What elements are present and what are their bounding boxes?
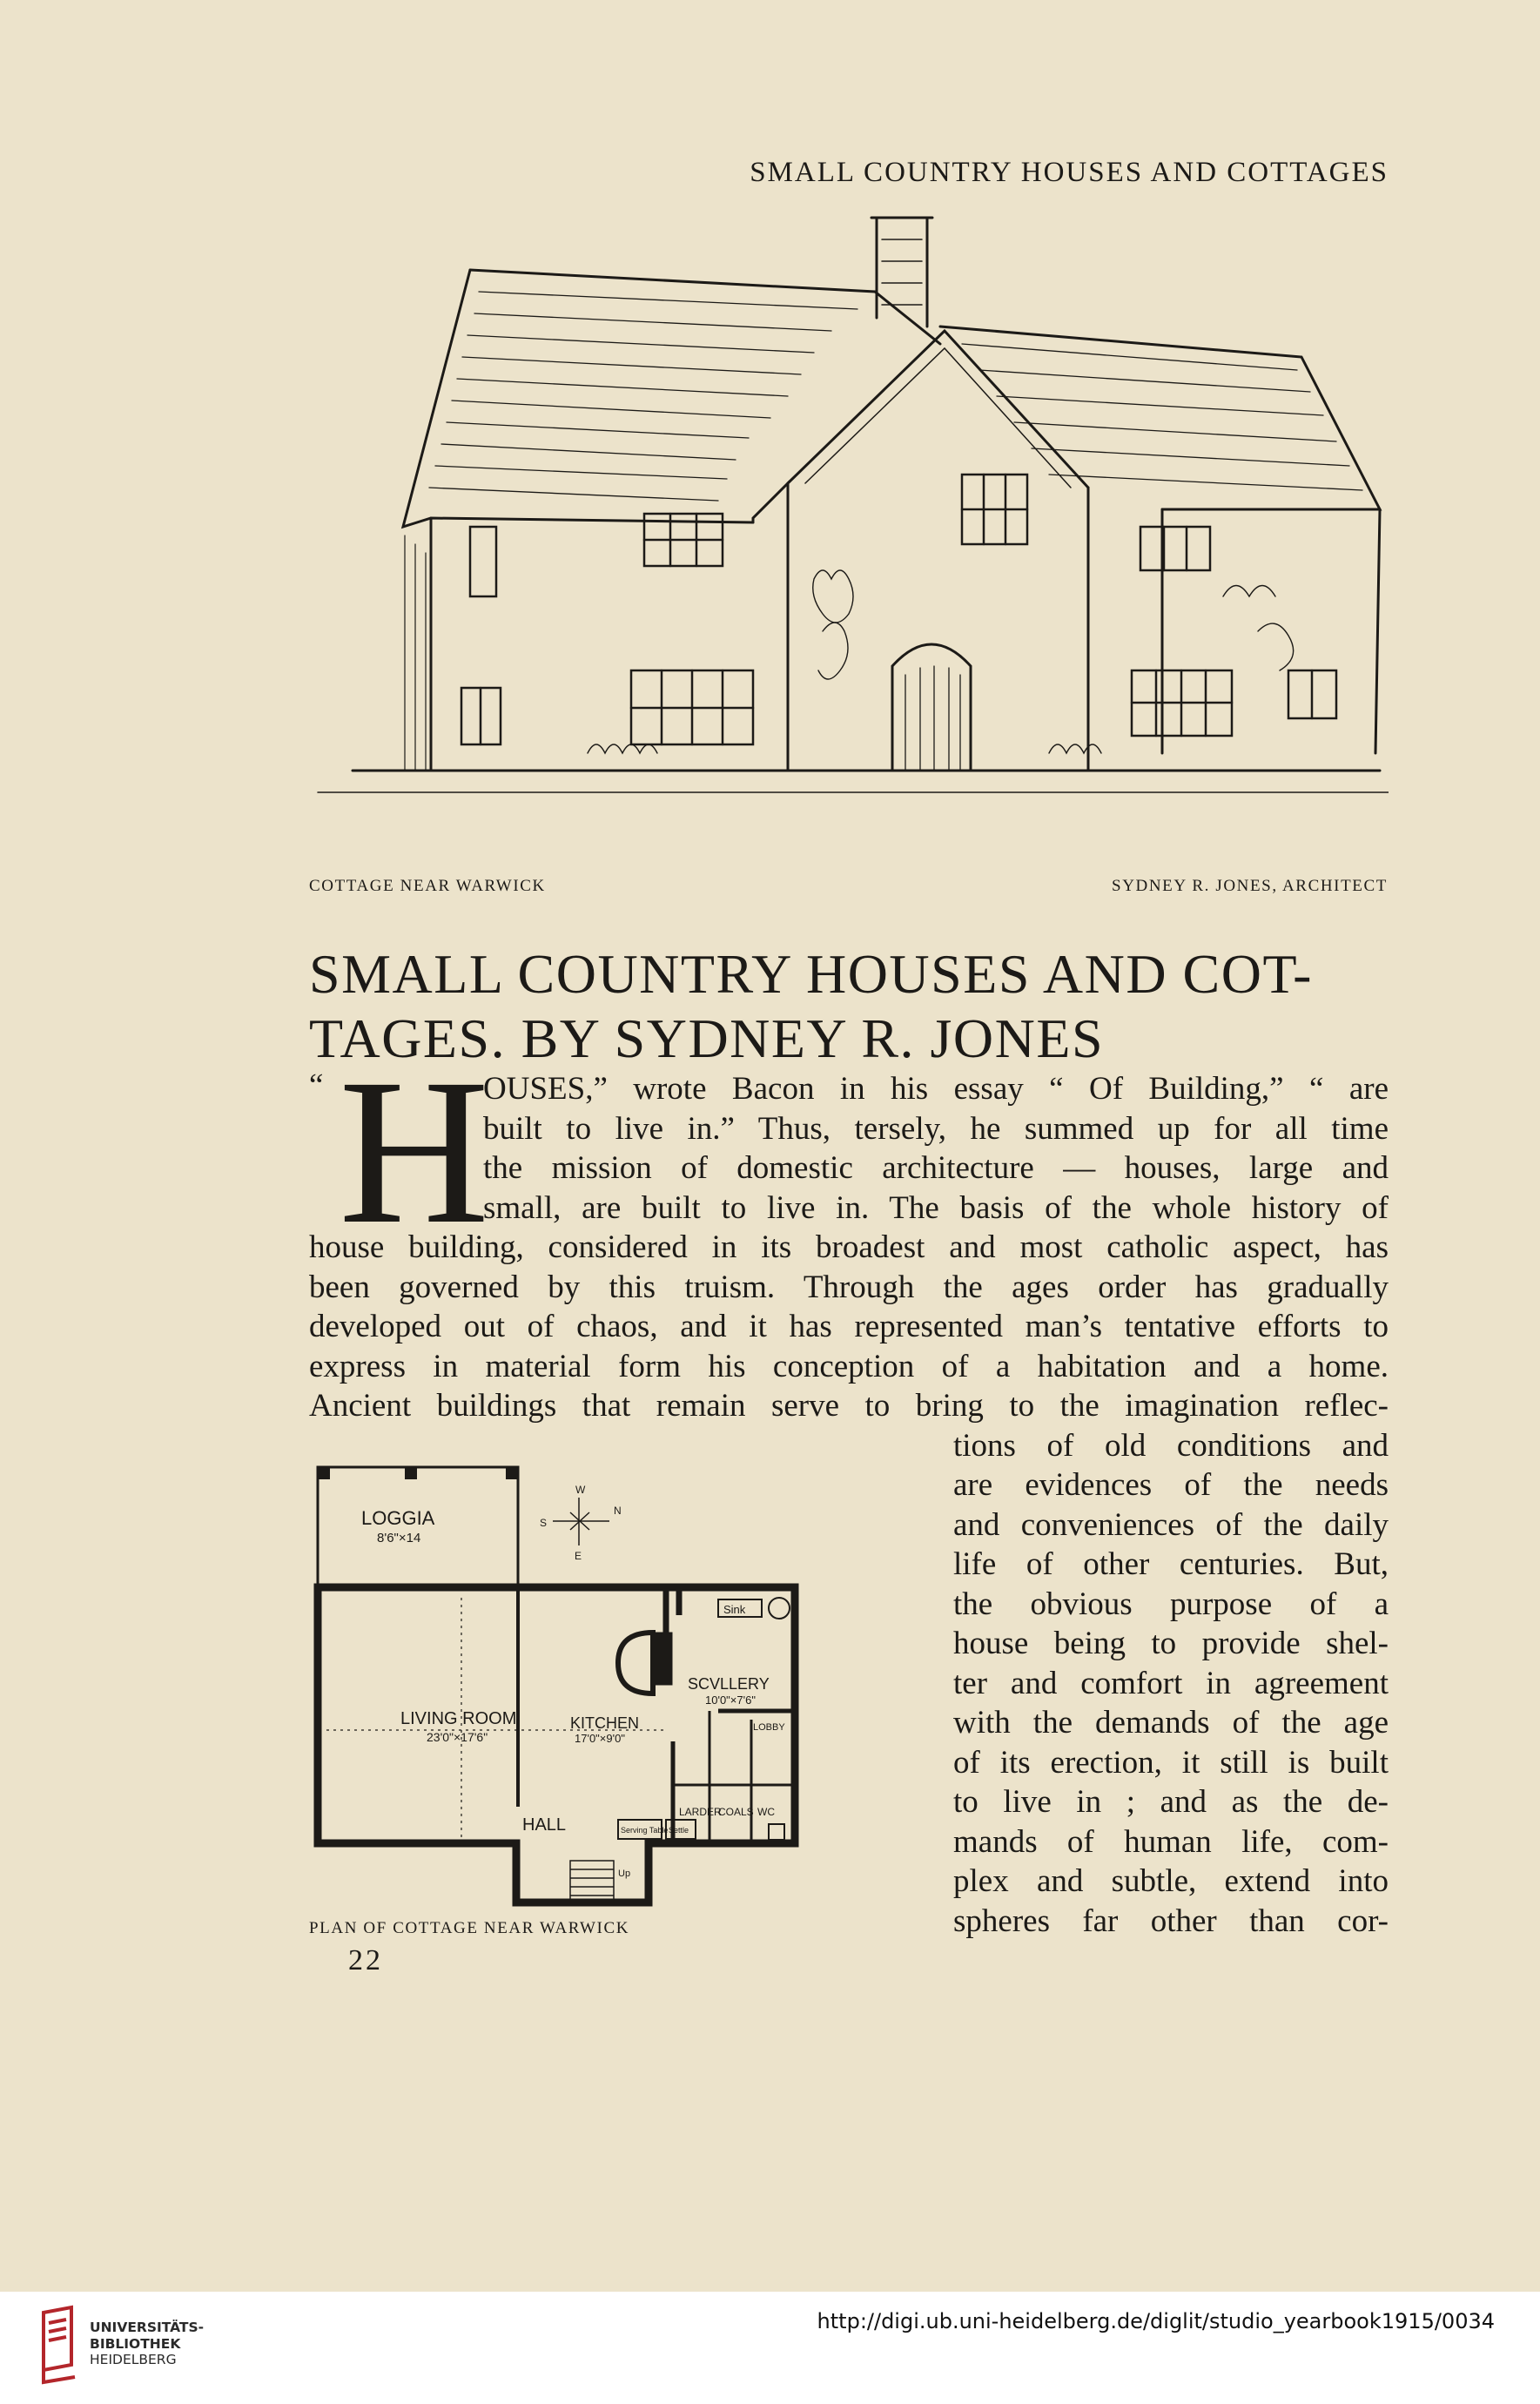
drop-cap: H: [339, 1035, 490, 1267]
svg-text:N: N: [614, 1505, 622, 1517]
svg-text:Up: Up: [618, 1869, 631, 1879]
svg-text:WC: WC: [757, 1806, 775, 1818]
library-logo-icon[interactable]: [37, 2304, 82, 2387]
text-line: are evidences of the needs: [953, 1467, 1389, 1503]
svg-text:Settle: Settle: [669, 1826, 689, 1835]
svg-text:23'0"×17'6": 23'0"×17'6": [427, 1730, 488, 1744]
illustration-credit: SYDNEY R. JONES, ARCHITECT: [1112, 877, 1388, 895]
svg-text:SCVLLERY: SCVLLERY: [688, 1675, 770, 1693]
text-line: spheres far other than cor-: [953, 1902, 1389, 1939]
library-name-line-2: BIBLIOTHEK: [90, 2335, 181, 2352]
text-line: Ancient buildings that remain serve to bring to the imagination reflec-: [309, 1388, 1389, 1424]
plan-label-loggia-size: 8'6"×14: [377, 1531, 421, 1545]
illustration-caption: COTTAGE NEAR WARWICK: [309, 877, 546, 895]
text-line: ter and comfort in agreement: [953, 1665, 1389, 1701]
plan-label-hall: HALL: [522, 1815, 567, 1835]
source-url-link[interactable]: http://digi.ub.uni-heidelberg.de/diglit/studio_yearbook1915/0034: [817, 2309, 1495, 2333]
text-line: developed out of chaos, and it has represented man’s tentative efforts to: [309, 1309, 1389, 1344]
opening-quote: “: [309, 1067, 324, 1103]
plan-label-living-room: LIVING ROOM: [400, 1709, 517, 1728]
text-line: small, are built to live in. The basis of the whole history of: [483, 1189, 1389, 1226]
text-line: the mission of domestic architecture — houses, large and: [483, 1150, 1389, 1186]
article-title-line-1: SMALL COUNTRY HOUSES AND COT-: [309, 943, 1313, 1005]
text-line: the obvious purpose of a: [953, 1586, 1389, 1622]
text-line: life of other centuries. But,: [953, 1546, 1389, 1582]
text-line: tions of old conditions and: [953, 1427, 1389, 1464]
library-name[interactable]: [90, 2320, 204, 2368]
plan-caption: PLAN OF COTTAGE NEAR WARWICK: [309, 1919, 630, 1937]
svg-text:LARDER: LARDER: [679, 1806, 722, 1818]
text-line: OUSES,” wrote Bacon in his essay “ Of Building,” “ are: [483, 1071, 1389, 1107]
text-line: plex and subtle, extend into: [953, 1863, 1389, 1899]
svg-text:Serving Table: Serving Table: [621, 1826, 669, 1835]
plan-label-loggia: LOGGIA: [361, 1507, 435, 1529]
cottage-illustration: [300, 213, 1389, 862]
text-line: and conveniences of the daily: [953, 1506, 1389, 1543]
text-line: house building, considered in its broadest and most catholic aspect, has: [309, 1229, 1389, 1265]
svg-text:S: S: [540, 1517, 548, 1529]
text-line: to live in ; and as the de-: [953, 1784, 1389, 1820]
svg-text:17'0"×9'0": 17'0"×9'0": [575, 1732, 625, 1745]
svg-text:E: E: [575, 1550, 582, 1562]
text-line: of its erection, it still is built: [953, 1744, 1389, 1781]
text-line: built to live in.” Thus, tersely, he summed up for all time: [483, 1110, 1389, 1147]
svg-text:COALS: COALS: [718, 1806, 754, 1818]
article-title-line-2: TAGES. BY SYDNEY R. JONES: [309, 1007, 1105, 1069]
floor-plan: [309, 1458, 936, 1920]
svg-text:Sink: Sink: [723, 1603, 746, 1616]
text-line: with the demands of the age: [953, 1705, 1389, 1741]
svg-text:KITCHEN: KITCHEN: [570, 1714, 640, 1732]
svg-text:10'0"×7'6": 10'0"×7'6": [705, 1694, 756, 1707]
compass-icon: [540, 1484, 622, 1562]
page-number: 22: [348, 1944, 383, 1976]
svg-text:W: W: [575, 1484, 586, 1496]
wrapped-lines: [953, 1426, 1389, 1942]
text-line: express in material form his conception of a habitation and a home.: [309, 1348, 1389, 1384]
library-name-line-3: HEIDELBERG: [90, 2352, 177, 2367]
svg-text:LOBBY: LOBBY: [753, 1722, 785, 1733]
text-line: house being to provide shel-: [953, 1626, 1389, 1661]
running-title: SMALL COUNTRY HOUSES AND COTTAGES: [750, 157, 1389, 188]
text-line: been governed by this truism. Through the ages order has gradually: [309, 1269, 1389, 1305]
text-line: mands of human life, com-: [953, 1823, 1389, 1860]
library-name-line-1: UNIVERSITÄTS-: [90, 2320, 205, 2335]
